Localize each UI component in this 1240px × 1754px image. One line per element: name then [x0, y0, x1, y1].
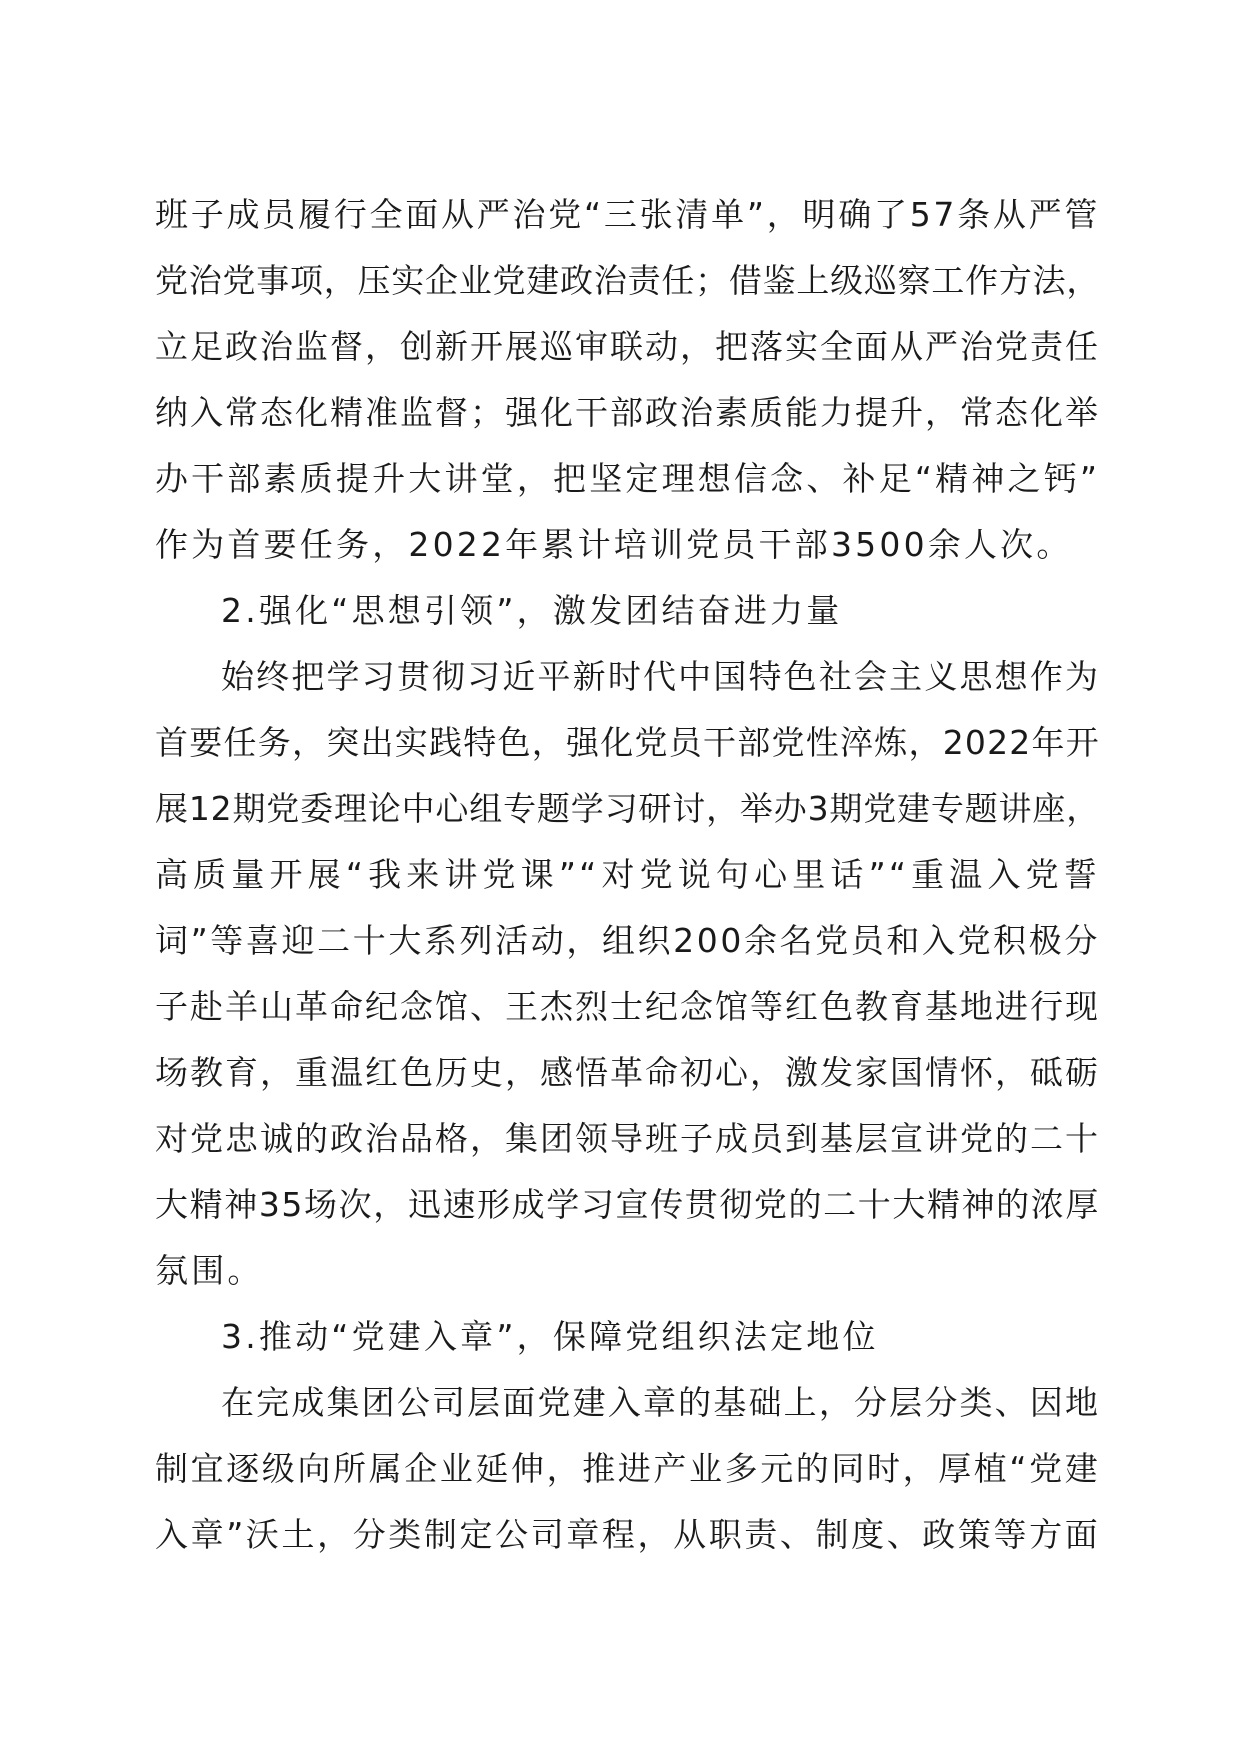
paragraph-continuation	[155, 182, 1100, 578]
heading-text: 2.强化“思想引领”，激发团结奋进力量	[221, 591, 843, 630]
text-line: 始终把学习贯彻习近平新时代中国特色社会主义思想作为	[221, 657, 1100, 696]
text-line: 氛围。	[155, 1251, 264, 1290]
text-line: 立足政治监督，创新开展巡审联动，把落实全面从严治党责任	[155, 327, 1100, 366]
text-line: 首要任务，突出实践特色，强化党员干部党性淬炼，2022年开	[155, 723, 1100, 762]
text-line: 班子成员履行全面从严治党“三张清单”，明确了57条从严管	[155, 195, 1100, 234]
text-line: 党治党事项，压实企业党建政治责任；借鉴上级巡察工作方法，	[155, 261, 1100, 300]
text-line: 入章”沃土，分类制定公司章程，从职责、制度、政策等方面	[155, 1515, 1101, 1554]
paragraph	[155, 644, 1100, 1304]
text-line: 展12期党委理论中心组专题学习研讨，举办3期党建专题讲座，	[155, 789, 1100, 828]
heading-text: 3.推动“党建入章”，保障党组织法定地位	[221, 1317, 879, 1356]
text-line: 词”等喜迎二十大系列活动，组织200余名党员和入党积极分	[155, 921, 1100, 960]
text-line: 场教育，重温红色历史，感悟革命初心，激发家国情怀，砥砺	[155, 1053, 1100, 1092]
text-line: 大精神35场次，迅速形成学习宣传贯彻党的二十大精神的浓厚	[155, 1185, 1100, 1224]
text-line: 办干部素质提升大讲堂，把坚定理想信念、补足“精神之钙”	[155, 459, 1100, 498]
paragraph	[155, 1370, 1100, 1568]
text-line: 制宜逐级向所属企业延伸，推进产业多元的同时，厚植“党建	[155, 1449, 1101, 1488]
document-body	[155, 182, 1100, 1568]
text-line: 高质量开展“我来讲党课”“对党说句心里话”“重温入党誓	[155, 855, 1100, 894]
text-line: 作为首要任务，2022年累计培训党员干部3500余人次。	[155, 525, 1073, 564]
section-heading	[155, 1304, 1100, 1370]
text-line: 对党忠诚的政治品格，集团领导班子成员到基层宣讲党的二十	[155, 1119, 1100, 1158]
section-heading	[155, 578, 1100, 644]
text-line: 在完成集团公司层面党建入章的基础上，分层分类、因地	[221, 1383, 1100, 1422]
text-line: 子赴羊山革命纪念馆、王杰烈士纪念馆等红色教育基地进行现	[155, 987, 1100, 1026]
text-line: 纳入常态化精准监督；强化干部政治素质能力提升，常态化举	[155, 393, 1100, 432]
